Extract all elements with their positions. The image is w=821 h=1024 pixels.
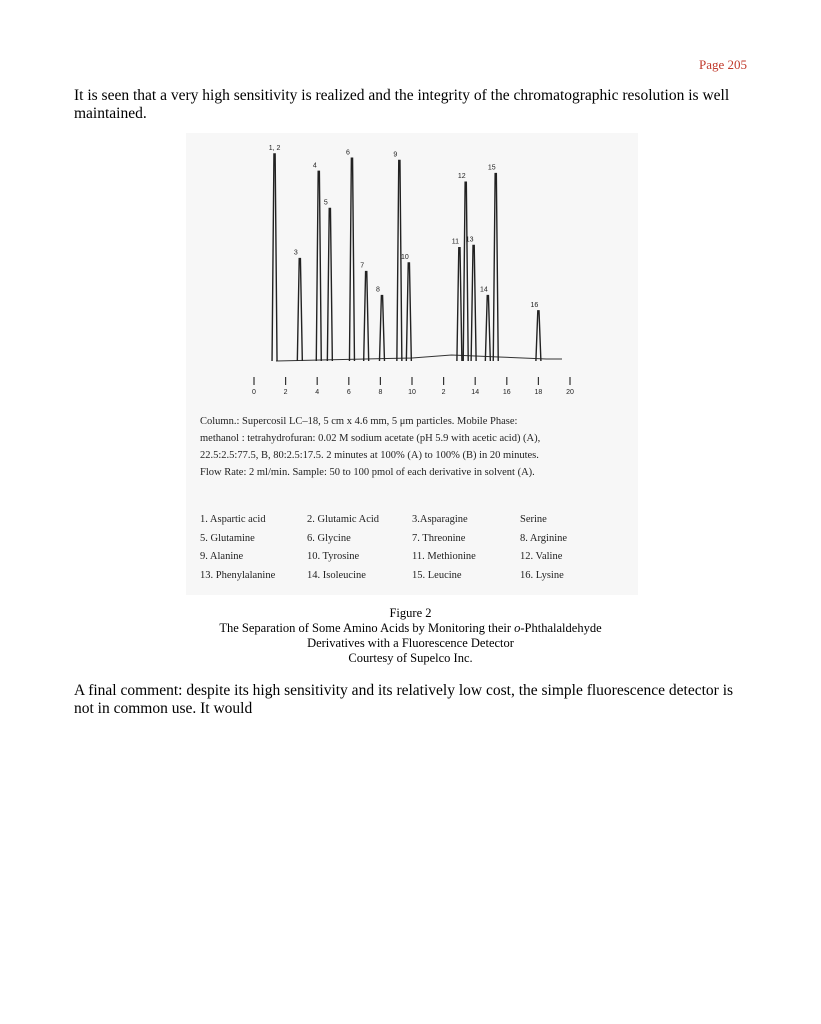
chromatogram-peak: [457, 248, 462, 361]
description-line-1: Column.: Supercosil LC–18, 5 cm x 4.6 mm, 5 μm particles. Mobile Phase:: [200, 416, 518, 427]
x-tick-label: 2: [283, 389, 288, 396]
chromatogram-peak: [471, 245, 476, 361]
peak-label: 11: [451, 238, 460, 246]
baseline: [276, 355, 562, 361]
peak-label: 9: [393, 151, 398, 159]
figure-caption-line-3: Courtesy of Supelco Inc.: [348, 651, 473, 665]
table-cell: 6. Glycine: [307, 532, 351, 544]
table-row: [200, 511, 567, 530]
table-row: [200, 567, 567, 586]
chromatogram-peak: [536, 311, 541, 361]
x-tick-label: 10: [408, 389, 416, 396]
x-tick-label: 14: [471, 389, 480, 396]
amino-acid-table: [200, 511, 567, 585]
table-cell: 10. Tyrosine: [307, 551, 360, 562]
x-tick-label: 18: [534, 389, 543, 396]
peak-label: 4: [312, 162, 317, 170]
figure-label: Figure 2: [389, 606, 432, 620]
x-tick-label: 16: [502, 389, 511, 396]
peak-label: 16: [530, 301, 539, 309]
chromatogram-peak: [316, 171, 321, 361]
page-number: Page 205: [698, 57, 747, 72]
peak-label: 10: [400, 253, 409, 261]
table-cell: Serine: [520, 514, 547, 525]
peak-label: 8: [376, 286, 380, 294]
intro-paragraph: It is seen that a very high sensitivity is realized and the integrity of the chromatographic resolution is well maintained.: [74, 87, 730, 122]
x-tick-label: 0: [252, 389, 256, 396]
x-tick-label: 2: [441, 389, 446, 396]
table-cell: 12. Valine: [520, 551, 563, 562]
description-line-2: methanol : tetrahydrofuran: 0.02 M sodium acetate (pH 5.9 with acetic acid) (A),: [200, 433, 541, 444]
x-tick-label: 4: [315, 389, 320, 396]
peak-label: 14: [479, 286, 488, 294]
chromatogram-chart: [186, 133, 638, 408]
chromatogram-peak: [379, 296, 384, 361]
figure-caption: [0, 606, 821, 666]
chromatogram-peak: [463, 182, 468, 361]
peak-label: 1, 2: [268, 144, 281, 152]
peak-label: 6: [346, 149, 350, 157]
description-line-4: Flow Rate: 2 ml/min. Sample: 50 to 100 pmol of each derivative in solvent (A).: [200, 467, 535, 478]
table-cell: 8. Arginine: [520, 532, 568, 544]
chromatogram-peak: [272, 154, 277, 361]
table-cell: 13. Phenylalanine: [200, 569, 276, 581]
chromatogram-figure: [186, 133, 638, 595]
chromatogram-peak: [406, 263, 411, 361]
table-cell: 1. Aspartic acid: [200, 514, 266, 525]
x-tick-label: 20: [566, 389, 574, 396]
table-row: [200, 548, 567, 567]
chromatogram-peak: [485, 296, 490, 361]
figure-caption-line-2: Derivatives with a Fluorescence Detector: [307, 636, 514, 650]
peak-label: 15: [487, 164, 496, 172]
x-tick-label: 6: [346, 389, 351, 396]
table-cell: 15. Leucine: [412, 569, 462, 581]
table-cell: 11. Methionine: [412, 551, 476, 562]
chromatogram-peak: [493, 174, 498, 361]
x-tick-label: 8: [378, 389, 383, 396]
chromatogram-peak: [297, 259, 302, 361]
table-cell: 16. Lysine: [520, 569, 564, 581]
peak-label: 7: [360, 262, 365, 270]
closing-paragraph: A final comment: despite its high sensitivity and its relatively low cost, the simple fluorescence detector is not in common use. It would: [74, 682, 734, 717]
peak-label: 12: [457, 173, 466, 181]
peak-label: 3: [293, 249, 298, 257]
figure-caption-line-1: The Separation of Some Amino Acids by Monitoring their o-Phthalaldehyde: [219, 621, 602, 635]
peak-label: 13: [465, 236, 474, 244]
table-cell: 2. Glutamic Acid: [307, 514, 380, 525]
description-line-3: 22.5:2.5:77.5, B, 80:2.5:17.5. 2 minutes at 100% (A) to 100% (B) in 20 minutes.: [200, 450, 539, 461]
chromatogram-peak: [364, 272, 369, 361]
table-cell: 3.Asparagine: [412, 514, 468, 525]
chromatogram-peak: [349, 158, 354, 361]
table-cell: 14. Isoleucine: [307, 569, 366, 581]
table-row: [200, 530, 567, 549]
figure-description: [200, 413, 630, 481]
table-cell: 5. Glutamine: [200, 532, 255, 544]
peak-label: 5: [323, 199, 328, 207]
chromatogram-peak: [327, 208, 332, 361]
table-cell: 7. Threonine: [412, 532, 466, 544]
table-cell: 9. Alanine: [200, 551, 244, 562]
